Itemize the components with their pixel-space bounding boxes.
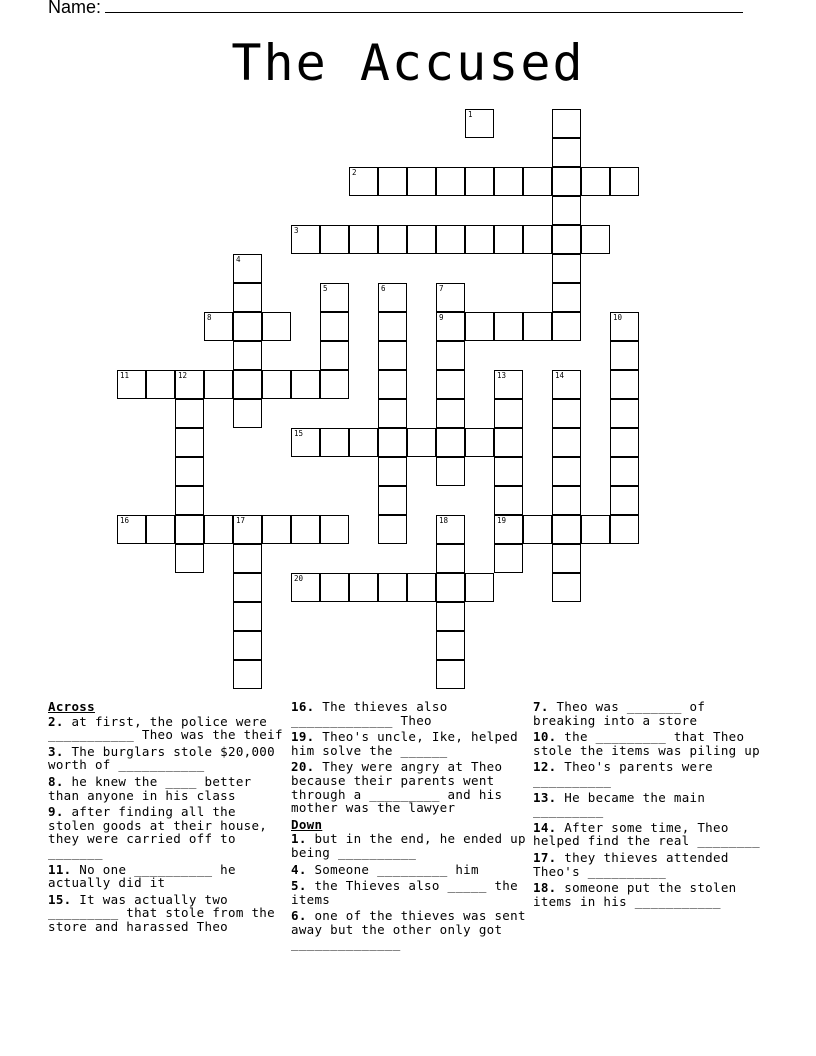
grid-cell[interactable]: [465, 167, 494, 196]
grid-cell[interactable]: [378, 283, 407, 312]
clue-number: 16.: [291, 699, 315, 714]
clue-number: 14.: [533, 819, 557, 835]
grid-cell[interactable]: [320, 283, 349, 312]
cell-number: 19: [497, 516, 507, 525]
grid-cell[interactable]: [610, 312, 639, 341]
clue-text: they thieves attended Theo's __________: [533, 849, 729, 879]
grid-cell[interactable]: [349, 428, 378, 457]
clue-text: No one __________ he actually did it: [48, 861, 236, 891]
grid-cell[interactable]: [610, 167, 639, 196]
grid-cell[interactable]: [436, 167, 465, 196]
grid-cell[interactable]: [204, 312, 233, 341]
grid-cell[interactable]: [262, 370, 291, 399]
grid-cell[interactable]: [436, 515, 465, 544]
grid-cell[interactable]: [204, 515, 233, 544]
grid-cell[interactable]: [494, 399, 523, 428]
clue-text: one of the thieves was sent away but the other only got ______________: [291, 908, 526, 951]
grid-cell[interactable]: [552, 167, 581, 196]
clue-text: Someone _________ him: [306, 861, 479, 877]
cell-number: 1: [468, 110, 473, 119]
clue-number: 15.: [48, 891, 72, 907]
grid-cell[interactable]: [291, 428, 320, 457]
grid-cell[interactable]: [233, 660, 262, 689]
clue-text: Theo was _______ of breaking into a store: [533, 699, 706, 728]
grid-cell[interactable]: [552, 109, 581, 138]
clue-number: 6.: [291, 908, 307, 924]
grid-cell[interactable]: [465, 573, 494, 602]
grid-cell[interactable]: [262, 312, 291, 341]
grid-cell[interactable]: [407, 573, 436, 602]
clue-down-12: [533, 760, 773, 787]
grid-cell[interactable]: [552, 283, 581, 312]
grid-cell[interactable]: [349, 225, 378, 254]
cell-number: 5: [323, 284, 328, 293]
grid-cell[interactable]: [523, 225, 552, 254]
grid-cell[interactable]: [175, 515, 204, 544]
grid-cell[interactable]: [552, 515, 581, 544]
grid-cell[interactable]: [436, 283, 465, 312]
clue-text: The burglars stole $20,000 worth of ___________: [48, 743, 275, 773]
grid-cell[interactable]: [291, 515, 320, 544]
grid-cell[interactable]: [436, 312, 465, 341]
cell-number: 4: [236, 255, 241, 264]
cell-number: 11: [120, 371, 130, 380]
grid-cell[interactable]: [552, 457, 581, 486]
clue-down-5: [291, 879, 531, 906]
grid-cell[interactable]: [378, 341, 407, 370]
clue-text: They were angry at Theo because their parents went through a _________ and his mother was the lawyer: [291, 759, 503, 816]
grid-cell[interactable]: [291, 573, 320, 602]
grid-cell[interactable]: [146, 370, 175, 399]
clue-text: but in the end, he ended up being __________: [291, 831, 526, 860]
clue-number: 7.: [533, 699, 549, 714]
cell-number: 18: [439, 516, 449, 525]
grid-cell[interactable]: [175, 428, 204, 457]
grid-cell[interactable]: [610, 486, 639, 515]
grid-cell[interactable]: [436, 428, 465, 457]
clue-number: 11.: [48, 861, 72, 877]
grid-cell[interactable]: [552, 544, 581, 573]
cell-number: 3: [294, 226, 299, 235]
clue-number: 13.: [533, 789, 557, 805]
grid-cell[interactable]: [436, 631, 465, 660]
grid-cell[interactable]: [407, 225, 436, 254]
grid-cell[interactable]: [175, 457, 204, 486]
grid-cell[interactable]: [494, 544, 523, 573]
clue-number: 8.: [48, 773, 64, 789]
clue-number: 4.: [291, 861, 307, 877]
grid-cell[interactable]: [436, 602, 465, 631]
grid-cell[interactable]: [291, 225, 320, 254]
clue-across-20: [291, 760, 531, 814]
clue-across-2: [48, 715, 288, 742]
grid-cell[interactable]: [233, 370, 262, 399]
grid-cell[interactable]: [436, 341, 465, 370]
clue-number: 20.: [291, 759, 315, 775]
grid-cell[interactable]: [233, 312, 262, 341]
clues-column-3: [533, 700, 773, 911]
grid-cell[interactable]: [610, 515, 639, 544]
grid-cell[interactable]: [320, 428, 349, 457]
grid-cell[interactable]: [610, 341, 639, 370]
grid-cell[interactable]: [552, 573, 581, 602]
clue-across-16: [291, 700, 531, 727]
grid-cell[interactable]: [175, 544, 204, 573]
grid-cell[interactable]: [320, 312, 349, 341]
grid-cell[interactable]: [320, 515, 349, 544]
grid-cell[interactable]: [320, 370, 349, 399]
clue-down-14: [533, 821, 773, 848]
grid-cell[interactable]: [610, 457, 639, 486]
grid-cell[interactable]: [494, 486, 523, 515]
grid-cell[interactable]: [378, 486, 407, 515]
clue-number: 10.: [533, 729, 557, 745]
grid-cell[interactable]: [436, 660, 465, 689]
cell-number: 14: [555, 371, 565, 380]
grid-cell[interactable]: [349, 167, 378, 196]
grid-cell[interactable]: [407, 167, 436, 196]
clue-text: after finding all the stolen goods at their house, they were carried off to _______: [48, 804, 268, 860]
clue-down-13: [533, 791, 773, 818]
grid-cell[interactable]: [378, 312, 407, 341]
clue-text: Theo's uncle, Ike, helped him solve the ______: [291, 729, 518, 758]
clue-number: 12.: [533, 759, 557, 775]
clue-number: 2.: [48, 713, 64, 729]
cell-number: 15: [294, 429, 304, 438]
grid-cell[interactable]: [378, 167, 407, 196]
across-heading: Across: [48, 699, 95, 714]
grid-cell[interactable]: [610, 399, 639, 428]
grid-cell[interactable]: [436, 370, 465, 399]
grid-cell[interactable]: [523, 515, 552, 544]
grid-cell[interactable]: [494, 515, 523, 544]
grid-cell[interactable]: [233, 399, 262, 428]
grid-cell[interactable]: [349, 573, 378, 602]
grid-cell[interactable]: [233, 631, 262, 660]
clue-number: 1.: [291, 831, 307, 847]
grid-cell[interactable]: [494, 225, 523, 254]
clue-text: at first, the police were ___________ Theo was the theif: [48, 713, 283, 743]
grid-cell[interactable]: [610, 370, 639, 399]
clue-text: he knew the ____ better than anyone in his class: [48, 773, 252, 803]
clue-number: 9.: [48, 804, 64, 820]
clue-text: He became the main _________: [533, 789, 706, 819]
grid-cell[interactable]: [552, 312, 581, 341]
grid-cell[interactable]: [233, 283, 262, 312]
grid-cell[interactable]: [494, 312, 523, 341]
grid-cell[interactable]: [436, 573, 465, 602]
cell-number: 7: [439, 284, 444, 293]
grid-cell[interactable]: [552, 370, 581, 399]
clue-number: 18.: [533, 880, 557, 896]
grid-cell[interactable]: [378, 370, 407, 399]
grid-cell[interactable]: [320, 225, 349, 254]
cell-number: 8: [207, 313, 212, 322]
grid-cell[interactable]: [494, 457, 523, 486]
grid-cell[interactable]: [204, 370, 233, 399]
cell-number: 20: [294, 574, 304, 583]
grid-cell[interactable]: [407, 428, 436, 457]
grid-cell[interactable]: [146, 515, 175, 544]
grid-cell[interactable]: [378, 515, 407, 544]
clue-number: 17.: [533, 849, 557, 865]
clue-text: After some time, Theo helped find the real ________: [533, 819, 760, 849]
clue-number: 19.: [291, 729, 315, 745]
grid-cell[interactable]: [175, 486, 204, 515]
grid-cell[interactable]: [494, 167, 523, 196]
grid-cell[interactable]: [552, 138, 581, 167]
grid-cell[interactable]: [523, 312, 552, 341]
clue-down-7: [533, 700, 773, 727]
grid-cell[interactable]: [436, 225, 465, 254]
cell-number: 16: [120, 516, 130, 525]
grid-cell[interactable]: [378, 225, 407, 254]
grid-cell[interactable]: [552, 486, 581, 515]
cell-number: 10: [613, 313, 623, 322]
grid-cell[interactable]: [465, 225, 494, 254]
grid-cell[interactable]: [378, 399, 407, 428]
grid-cell[interactable]: [552, 428, 581, 457]
grid-cell[interactable]: [581, 167, 610, 196]
grid-cell[interactable]: [233, 254, 262, 283]
grid-cell[interactable]: [233, 573, 262, 602]
grid-cell[interactable]: [117, 515, 146, 544]
clue-text: the Thieves also _____ the items: [291, 878, 518, 907]
grid-cell[interactable]: [436, 457, 465, 486]
cell-number: 6: [381, 284, 386, 293]
grid-cell[interactable]: [494, 370, 523, 399]
grid-cell[interactable]: [233, 515, 262, 544]
grid-cell[interactable]: [465, 109, 494, 138]
grid-cell[interactable]: [262, 515, 291, 544]
name-label: Name:: [48, 0, 102, 17]
clue-text: Theo's parents were __________: [533, 759, 713, 788]
clue-across-19: [291, 730, 531, 757]
clue-down-6: [291, 909, 531, 950]
grid-cell[interactable]: [552, 225, 581, 254]
cell-number: 13: [497, 371, 507, 380]
grid-cell[interactable]: [233, 544, 262, 573]
clue-across-15: [48, 893, 288, 934]
grid-cell[interactable]: [436, 399, 465, 428]
grid-cell[interactable]: [378, 457, 407, 486]
clue-down-4: [291, 863, 531, 877]
grid-cell[interactable]: [610, 428, 639, 457]
grid-cell[interactable]: [436, 544, 465, 573]
clue-down-1: [291, 832, 531, 859]
clue-text: someone put the stolen items in his ___________: [533, 880, 737, 909]
grid-cell[interactable]: [320, 573, 349, 602]
clue-across-9: [48, 805, 288, 859]
grid-cell[interactable]: [552, 399, 581, 428]
clue-number: 5.: [291, 878, 307, 894]
grid-cell[interactable]: [117, 370, 146, 399]
grid-cell[interactable]: [233, 341, 262, 370]
clue-across-3: [48, 745, 288, 772]
grid-cell[interactable]: [378, 428, 407, 457]
grid-cell[interactable]: [320, 341, 349, 370]
grid-cell[interactable]: [581, 225, 610, 254]
grid-cell[interactable]: [552, 254, 581, 283]
clue-down-10: [533, 730, 773, 757]
cell-number: 12: [178, 371, 188, 380]
clues-column-2: [291, 700, 531, 953]
clue-across-8: [48, 775, 288, 802]
grid-cell[interactable]: [465, 428, 494, 457]
clue-text: It was actually two _________ that stole from the store and harassed Theo: [48, 891, 275, 934]
grid-cell[interactable]: [378, 573, 407, 602]
grid-cell[interactable]: [291, 370, 320, 399]
cell-number: 17: [236, 516, 246, 525]
grid-cell[interactable]: [175, 370, 204, 399]
clue-text: the _________ that Theo stole the items was piling up: [533, 729, 760, 758]
cell-number: 9: [439, 313, 444, 322]
clue-across-11: [48, 863, 288, 890]
grid-cell[interactable]: [552, 196, 581, 225]
clue-down-18: [533, 881, 773, 908]
grid-cell[interactable]: [494, 428, 523, 457]
grid-cell[interactable]: [581, 515, 610, 544]
cell-number: 2: [352, 168, 357, 177]
grid-cell[interactable]: [175, 399, 204, 428]
down-heading: Down: [291, 816, 323, 832]
grid-cell[interactable]: [233, 602, 262, 631]
grid-cell[interactable]: [465, 312, 494, 341]
clue-down-17: [533, 851, 773, 878]
clues-column-1: [48, 700, 288, 937]
puzzle-title: The Accused: [231, 34, 585, 92]
clue-text: The thieves also _____________ Theo: [291, 699, 448, 728]
grid-cell[interactable]: [523, 167, 552, 196]
clue-number: 3.: [48, 743, 64, 759]
